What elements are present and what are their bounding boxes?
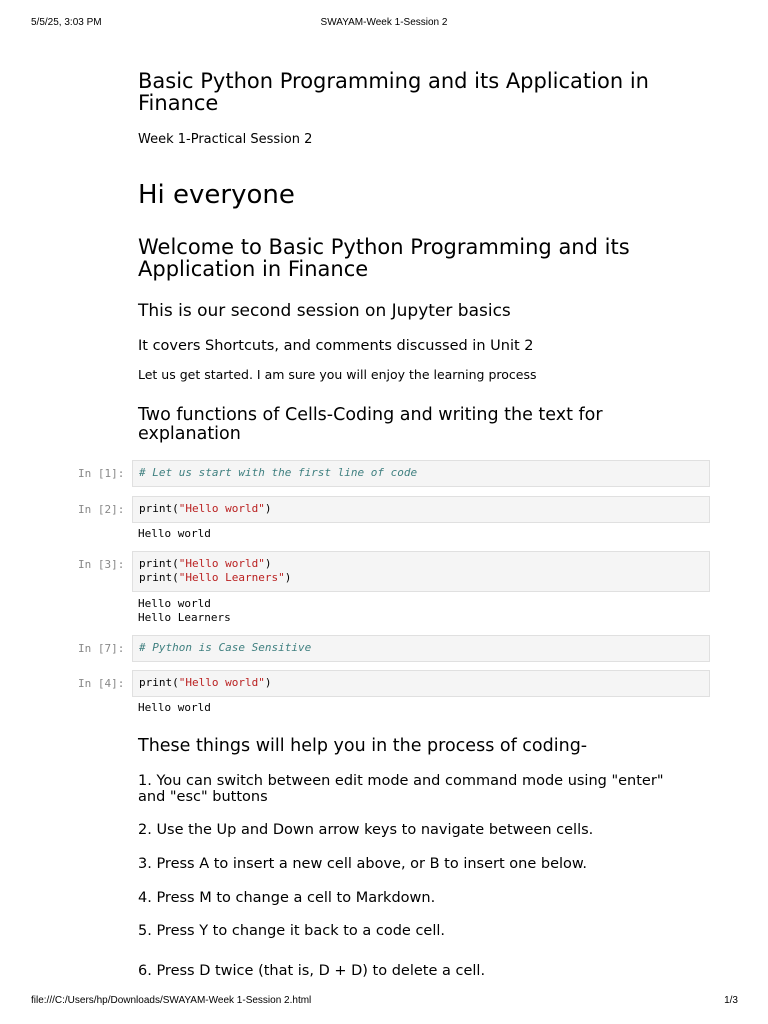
session-heading: This is our second session on Jupyter basics: [138, 301, 511, 321]
output-line-2: Hello Learners: [138, 611, 231, 624]
tip-item-5: 5. Press Y to change it back to a code cell.: [138, 923, 446, 939]
code-string: "Hello world": [178, 557, 265, 570]
print-footer: [0, 995, 768, 1009]
cells-heading-line2: explanation: [138, 424, 241, 444]
tip-item-3: 3. Press A to insert a new cell above, or B to insert one below.: [138, 856, 588, 872]
cell-prompt: In [7]:: [78, 642, 125, 655]
code-input[interactable]: [132, 496, 710, 523]
code-input[interactable]: [132, 635, 710, 662]
code-input[interactable]: [132, 670, 710, 697]
tip-item-6: 6. Press D twice (that is, D + D) to delete a cell.: [138, 963, 486, 979]
code-paren: ): [264, 557, 272, 570]
cell-output: Hello world: [138, 527, 211, 540]
code-paren: ): [264, 676, 272, 689]
tips-heading: These things will help you in the process of coding-: [138, 736, 588, 756]
code-comment: # Let us start with the first line of code: [139, 466, 418, 479]
welcome-line2: Application in Finance: [138, 257, 369, 281]
code-paren: ): [264, 502, 272, 515]
code-input[interactable]: [132, 551, 710, 592]
code-input[interactable]: [132, 460, 710, 487]
code-string: "Hello world": [178, 676, 265, 689]
code-line-2: [139, 571, 291, 584]
tip-item-1: [138, 773, 663, 805]
print-file-path: file:///C:/Users/hp/Downloads/SWAYAM-Week 1-Session 2.html: [31, 995, 312, 1006]
cell-prompt: In [1]:: [78, 467, 125, 480]
print-page-number: 1/3: [724, 995, 738, 1006]
code-line-1: [139, 557, 271, 570]
tip-1-line2: and "esc" buttons: [138, 789, 268, 805]
cell-output: Hello world: [138, 701, 211, 714]
code-comment: # Python is Case Sensitive: [139, 641, 312, 654]
code-function: print: [139, 557, 173, 570]
started-text: Let us get started. I am sure you will enjoy the learning process: [138, 367, 537, 382]
greeting-heading: Hi everyone: [138, 180, 295, 210]
cells-heading: [138, 406, 603, 444]
code-paren: (: [172, 571, 179, 584]
code-paren: ): [284, 571, 292, 584]
code-string: "Hello world": [178, 502, 265, 515]
cell-prompt: In [2]:: [78, 503, 125, 516]
notebook-title-line1: Basic Python Programming and its Application in: [138, 69, 649, 93]
code-paren: (: [172, 502, 179, 515]
cell-prompt: In [3]:: [78, 558, 125, 571]
print-datetime: 5/5/25, 3:03 PM: [31, 17, 102, 28]
code-paren: (: [172, 676, 179, 689]
welcome-heading: [138, 236, 630, 280]
covers-heading: It covers Shortcuts, and comments discussed in Unit 2: [138, 338, 534, 354]
notebook-subtitle: Week 1-Practical Session 2: [138, 132, 313, 147]
cell-prompt: In [4]:: [78, 677, 125, 690]
tip-item-4: 4. Press M to change a cell to Markdown.: [138, 890, 436, 906]
notebook-title-line2: Finance: [138, 91, 219, 115]
code-function: print: [139, 502, 173, 515]
output-line-1: Hello world: [138, 597, 211, 610]
print-doc-title: SWAYAM-Week 1-Session 2: [320, 17, 448, 28]
tip-1-line1: 1. You can switch between edit mode and command mode using "enter": [138, 773, 664, 789]
code-function: print: [139, 571, 173, 584]
code-paren: (: [172, 557, 179, 570]
code-string: "Hello Learners": [178, 571, 285, 584]
cells-heading-line1: Two functions of Cells-Coding and writing the text for: [138, 405, 603, 425]
welcome-line1: Welcome to Basic Python Programming and its: [138, 235, 630, 259]
print-header: [0, 17, 768, 31]
notebook-title: [138, 70, 649, 114]
cell-output: [138, 597, 231, 625]
code-function: print: [139, 676, 173, 689]
tip-item-2: 2. Use the Up and Down arrow keys to navigate between cells.: [138, 822, 594, 838]
